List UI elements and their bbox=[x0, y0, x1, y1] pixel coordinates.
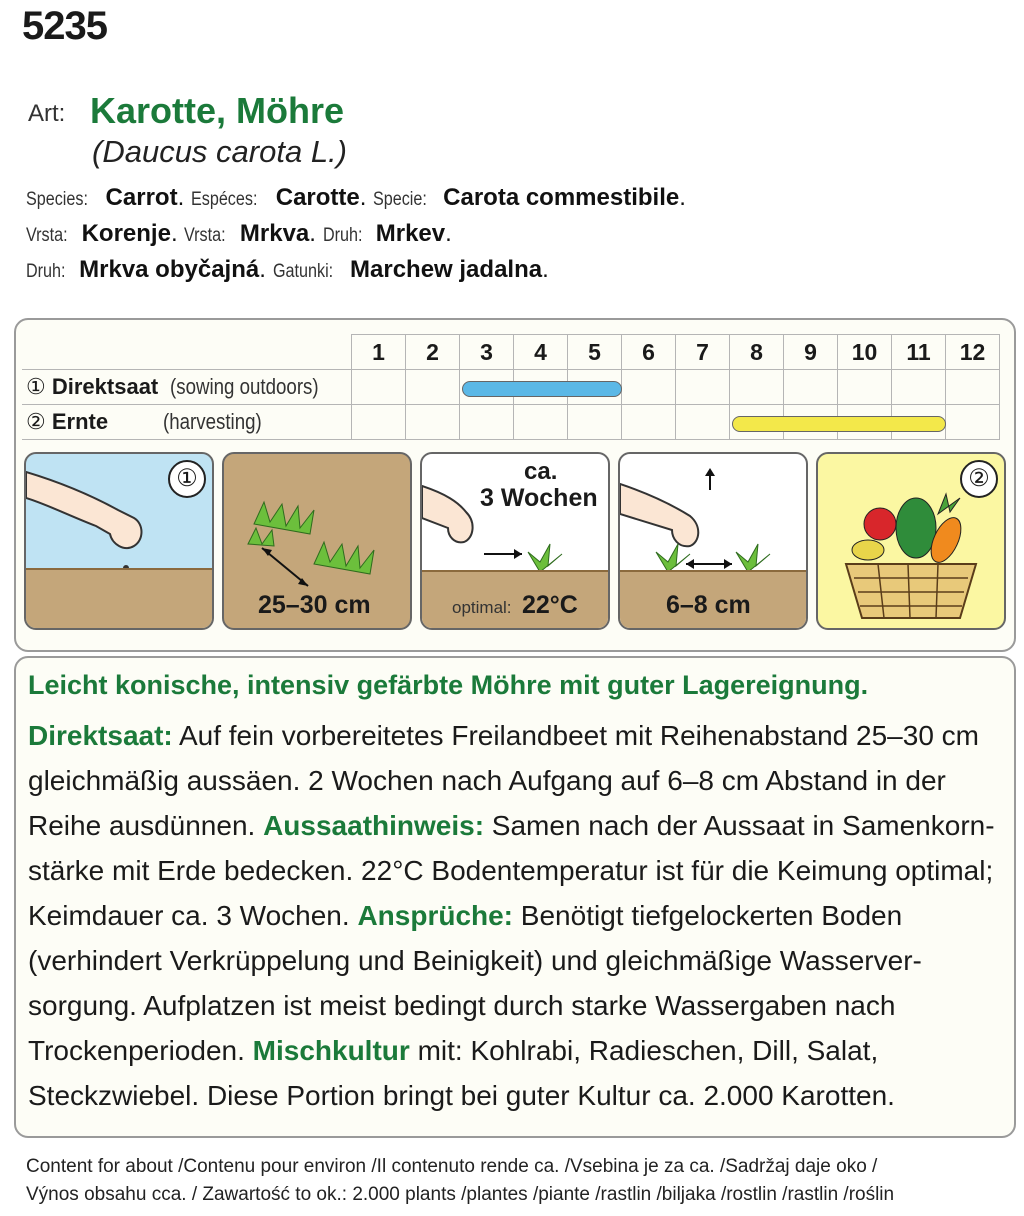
soil bbox=[26, 568, 212, 628]
description-text: Keimdauer ca. 3 Wochen. bbox=[28, 900, 358, 931]
optimal-label: optimal: bbox=[452, 598, 512, 617]
description-text: Steckzwiebel. Diese Portion bringt bei guter Kultur ca. 2.000 Karotten. bbox=[28, 1080, 895, 1111]
step-1-marker: ① bbox=[168, 460, 206, 498]
description-line-8 bbox=[28, 1029, 878, 1073]
section-heading-aussaathinweis: Aussaathinweis: bbox=[263, 810, 485, 841]
name-value: Mrkev bbox=[375, 220, 446, 247]
month-8: 8 bbox=[730, 335, 784, 370]
description-text: mit: Kohlrabi, Radieschen, Dill, Salat, bbox=[409, 1035, 879, 1066]
name-value: Carrot bbox=[105, 184, 178, 211]
step-marker: ② bbox=[26, 409, 46, 434]
description-line-1 bbox=[28, 714, 979, 758]
month-2: 2 bbox=[406, 335, 460, 370]
description-headline: Leicht konische, intensiv gefärbte Möhre mit guter Lagereignung. bbox=[28, 670, 869, 700]
name-value: Mrkva bbox=[239, 220, 310, 247]
row-spacing-label: 25–30 cm bbox=[258, 591, 371, 619]
panel-row-spacing bbox=[222, 452, 412, 630]
description-line-7 bbox=[28, 984, 895, 1028]
optimal-temperature: 22°C bbox=[522, 591, 578, 619]
description-text: Benötigt tiefgelockerten Boden bbox=[513, 900, 903, 931]
name-value: Korenje bbox=[81, 220, 171, 247]
section-heading-ansprueche: Ansprüche: bbox=[357, 900, 514, 931]
calendar-corner bbox=[22, 335, 352, 370]
content-note-line-1: Content for about /Contenu pour environ /Il contenuto rende ca. /Vsebina je za ca. /Sadržaj daje oko / bbox=[26, 1156, 878, 1177]
germination-ca: ca. bbox=[524, 458, 558, 485]
panel-thinning bbox=[618, 452, 808, 630]
description-line-9 bbox=[28, 1074, 895, 1118]
soil bbox=[422, 570, 608, 628]
description-text: Samen nach der Aussaat in Samenkorn- bbox=[484, 810, 995, 841]
description-text: stärke mit Erde bedecken. 22°C Bodentemperatur ist für die Keimung optimal; bbox=[28, 855, 994, 886]
month-9: 9 bbox=[784, 335, 838, 370]
month-1: 1 bbox=[352, 335, 406, 370]
panel-sowing bbox=[24, 452, 214, 630]
section-heading-mischkultur: Mischkultur bbox=[252, 1035, 410, 1066]
month-11: 11 bbox=[892, 335, 946, 370]
description-text: (verhindert Verkrüppelung und Beinigkeit) und gleichmäßige Wasserver- bbox=[28, 945, 922, 976]
name-label: Gatunki: bbox=[272, 261, 333, 282]
panel-germination bbox=[420, 452, 610, 630]
name-label: Druh: bbox=[26, 261, 66, 282]
germination-weeks: 3 Wochen bbox=[480, 484, 598, 512]
description-line-3 bbox=[28, 804, 995, 848]
month-4: 4 bbox=[514, 335, 568, 370]
name-value: Carotte bbox=[275, 184, 360, 211]
description-text: Trockenperioden. bbox=[28, 1035, 253, 1066]
description-text: Auf fein vorbereitetes Freilandbeet mit Reihenabstand 25–30 cm bbox=[172, 720, 979, 751]
month-6: 6 bbox=[622, 335, 676, 370]
sowing-calendar bbox=[14, 318, 1016, 652]
description-text: gleichmäßig aussäen. 2 Wochen nach Aufgang auf 6–8 cm Abstand in der bbox=[28, 765, 946, 796]
name-label: Druh: bbox=[322, 225, 363, 246]
name-value: Mrkva obyčajná bbox=[79, 256, 260, 283]
row-title: Direktsaat bbox=[51, 374, 159, 399]
content-note-line-2: Výnos obsahu cca. / Zawartość to ok.: 2.000 plants /plantes /piante /rastlin /biljaka /rostlin /rastlin /roślin bbox=[26, 1184, 895, 1205]
name-label: Vrsta: bbox=[26, 225, 68, 246]
section-heading-direktsaat: Direktsaat: bbox=[28, 720, 173, 751]
description-line-4 bbox=[28, 849, 993, 893]
name-label: Species: bbox=[26, 189, 88, 210]
name-label: Specie: bbox=[373, 189, 427, 210]
species-names-line-1: Species: Carrot. Espéces: Carotte. Specie: Carota commestibile. bbox=[26, 184, 686, 211]
vegetable-basket-illustration bbox=[818, 454, 1004, 628]
harvest-period-bar bbox=[732, 416, 946, 431]
species-names-line-2: Vrsta: Korenje. Vrsta: Mrkva. Druh: Mrkev. bbox=[26, 220, 452, 247]
month-header-row bbox=[22, 335, 1000, 370]
species-name: Karotte, Möhre bbox=[90, 90, 345, 131]
month-5: 5 bbox=[568, 335, 622, 370]
row-subtitle: (harvesting) bbox=[163, 409, 262, 434]
month-3: 3 bbox=[460, 335, 514, 370]
month-10: 10 bbox=[838, 335, 892, 370]
description-text: Reihe ausdünnen. bbox=[28, 810, 264, 841]
row-subtitle: (sowing outdoors) bbox=[170, 374, 320, 399]
thinning-distance: 6–8 cm bbox=[666, 591, 751, 619]
name-label: Vrsta: bbox=[184, 225, 226, 246]
row-label bbox=[22, 405, 352, 440]
description-line-6 bbox=[28, 939, 922, 983]
month-7: 7 bbox=[676, 335, 730, 370]
step-2-marker: ② bbox=[960, 460, 998, 498]
description-line-2 bbox=[28, 759, 946, 803]
name-label: Espéces: bbox=[190, 189, 258, 210]
description-line-5 bbox=[28, 894, 902, 938]
description-text: sorgung. Aufplatzen ist meist bedingt durch starke Wassergaben nach bbox=[28, 990, 896, 1021]
name-value: Marchew jadalna bbox=[350, 256, 543, 283]
sowing-period-bar bbox=[462, 381, 622, 396]
month-12: 12 bbox=[946, 335, 1000, 370]
name-value: Carota commestibile bbox=[443, 184, 680, 211]
species-names-line-3: Druh: Mrkva obyčajná. Gatunki: Marchew jadalna. bbox=[26, 256, 549, 283]
panel-harvest bbox=[816, 452, 1006, 630]
art-label: Art: bbox=[28, 100, 66, 127]
product-code: 5235 bbox=[22, 4, 107, 48]
row-label bbox=[22, 370, 352, 405]
latin-name: (Daucus carota L.) bbox=[92, 134, 347, 169]
step-marker: ① bbox=[26, 374, 46, 399]
description-box bbox=[14, 656, 1016, 1138]
row-title: Ernte bbox=[51, 409, 109, 434]
